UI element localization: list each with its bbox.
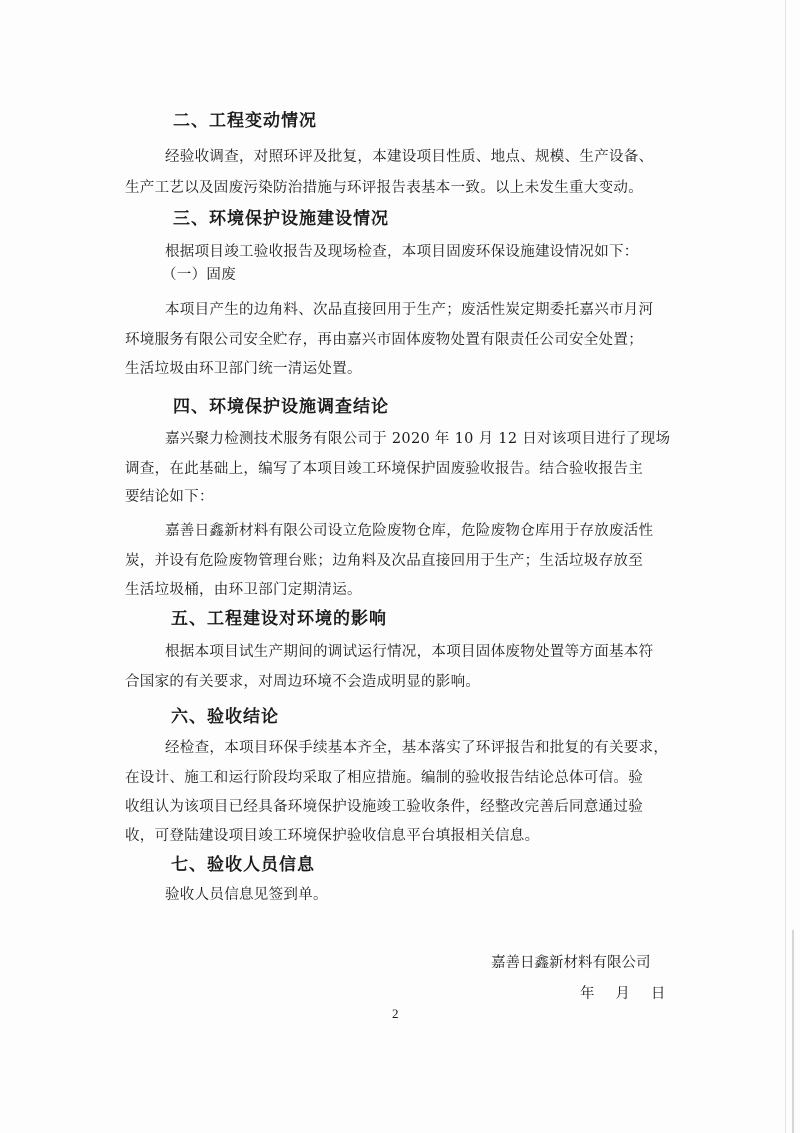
section5-line-1: 根据本项目试生产期间的调试运行情况，本项目固体废物处置等方面基本符 <box>165 644 654 660</box>
section4-conclusion-3: 生活垃圾桶，由环卫部门定期清运。 <box>125 582 362 598</box>
section4-heading: 四、环境保护设施调查结论 <box>173 397 389 417</box>
section4-conclusion-1: 嘉善日鑫新材料有限公司设立危险废物仓库，危险废物仓库用于存放废活性 <box>165 523 654 539</box>
section3-line-3: 生活垃圾由环卫部门统一清运处置。 <box>125 361 362 377</box>
scan-edge <box>785 0 786 1133</box>
section3-heading: 三、环境保护设施建设情况 <box>173 209 389 229</box>
section4-conclusion-2: 炭，并设有危险废物管理台账；边角料及次品直接回用于生产；生活垃圾存放至 <box>125 553 643 569</box>
section5-heading: 五、工程建设对环境的影响 <box>171 609 387 629</box>
section6-line-1: 经检查，本项目环保手续基本齐全，基本落实了环评报告和批复的有关要求， <box>165 740 669 756</box>
section5-line-2: 合国家的有关要求，对周边环境不会造成明显的影响。 <box>125 674 481 690</box>
signature-company: 嘉善日鑫新材料有限公司 <box>491 955 651 971</box>
section6-line-4: 收，可登陆建设项目竣工环境保护验收信息平台填报相关信息。 <box>125 828 540 844</box>
section6-line-2: 在设计、施工和运行阶段均采取了相应措施。编制的验收报告结论总体可信。验 <box>125 770 643 786</box>
section3-line-1: 本项目产生的边角料、次品直接回用于生产；废活性炭定期委托嘉兴市月河 <box>165 302 654 318</box>
scan-edge-shadow <box>792 930 794 1133</box>
section3-intro: 根据项目竣工验收报告及现场检查，本项目固废环保设施建设情况如下： <box>165 244 639 260</box>
section6-heading: 六、验收结论 <box>171 707 279 727</box>
section2-line-1: 经验收调查，对照环评及批复，本建设项目性质、地点、规模、生产设备、 <box>165 149 654 165</box>
section4-line-2: 调查，在此基础上，编写了本项目竣工环境保护固废验收报告。结合验收报告主 <box>125 461 643 477</box>
section6-line-3: 收组认为该项目已经具备环境保护设施竣工验收条件，经整改完善后同意通过验 <box>125 799 643 815</box>
signature-date: 年 月 日 <box>580 986 666 1002</box>
section7-heading: 七、验收人员信息 <box>171 855 315 875</box>
section4-line-1: 嘉兴聚力检测技术服务有限公司于 2020 年 10 月 12 日对该项目进行了现场 <box>165 431 671 447</box>
section3-line-2: 环境服务有限公司安全贮存，再由嘉兴市固体废物处置有限责任公司安全处置； <box>125 332 643 348</box>
section2-line-2: 生产工艺以及固废污染防治措施与环评报告表基本一致。以上未发生重大变动。 <box>125 180 643 196</box>
page-number: 2 <box>392 1006 399 1021</box>
section3-subheading: （一）固废 <box>162 267 236 283</box>
section4-line-3: 要结论如下： <box>125 489 214 505</box>
section2-heading: 二、工程变动情况 <box>173 111 317 131</box>
section7-line-1: 验收人员信息见签到单。 <box>165 887 328 903</box>
